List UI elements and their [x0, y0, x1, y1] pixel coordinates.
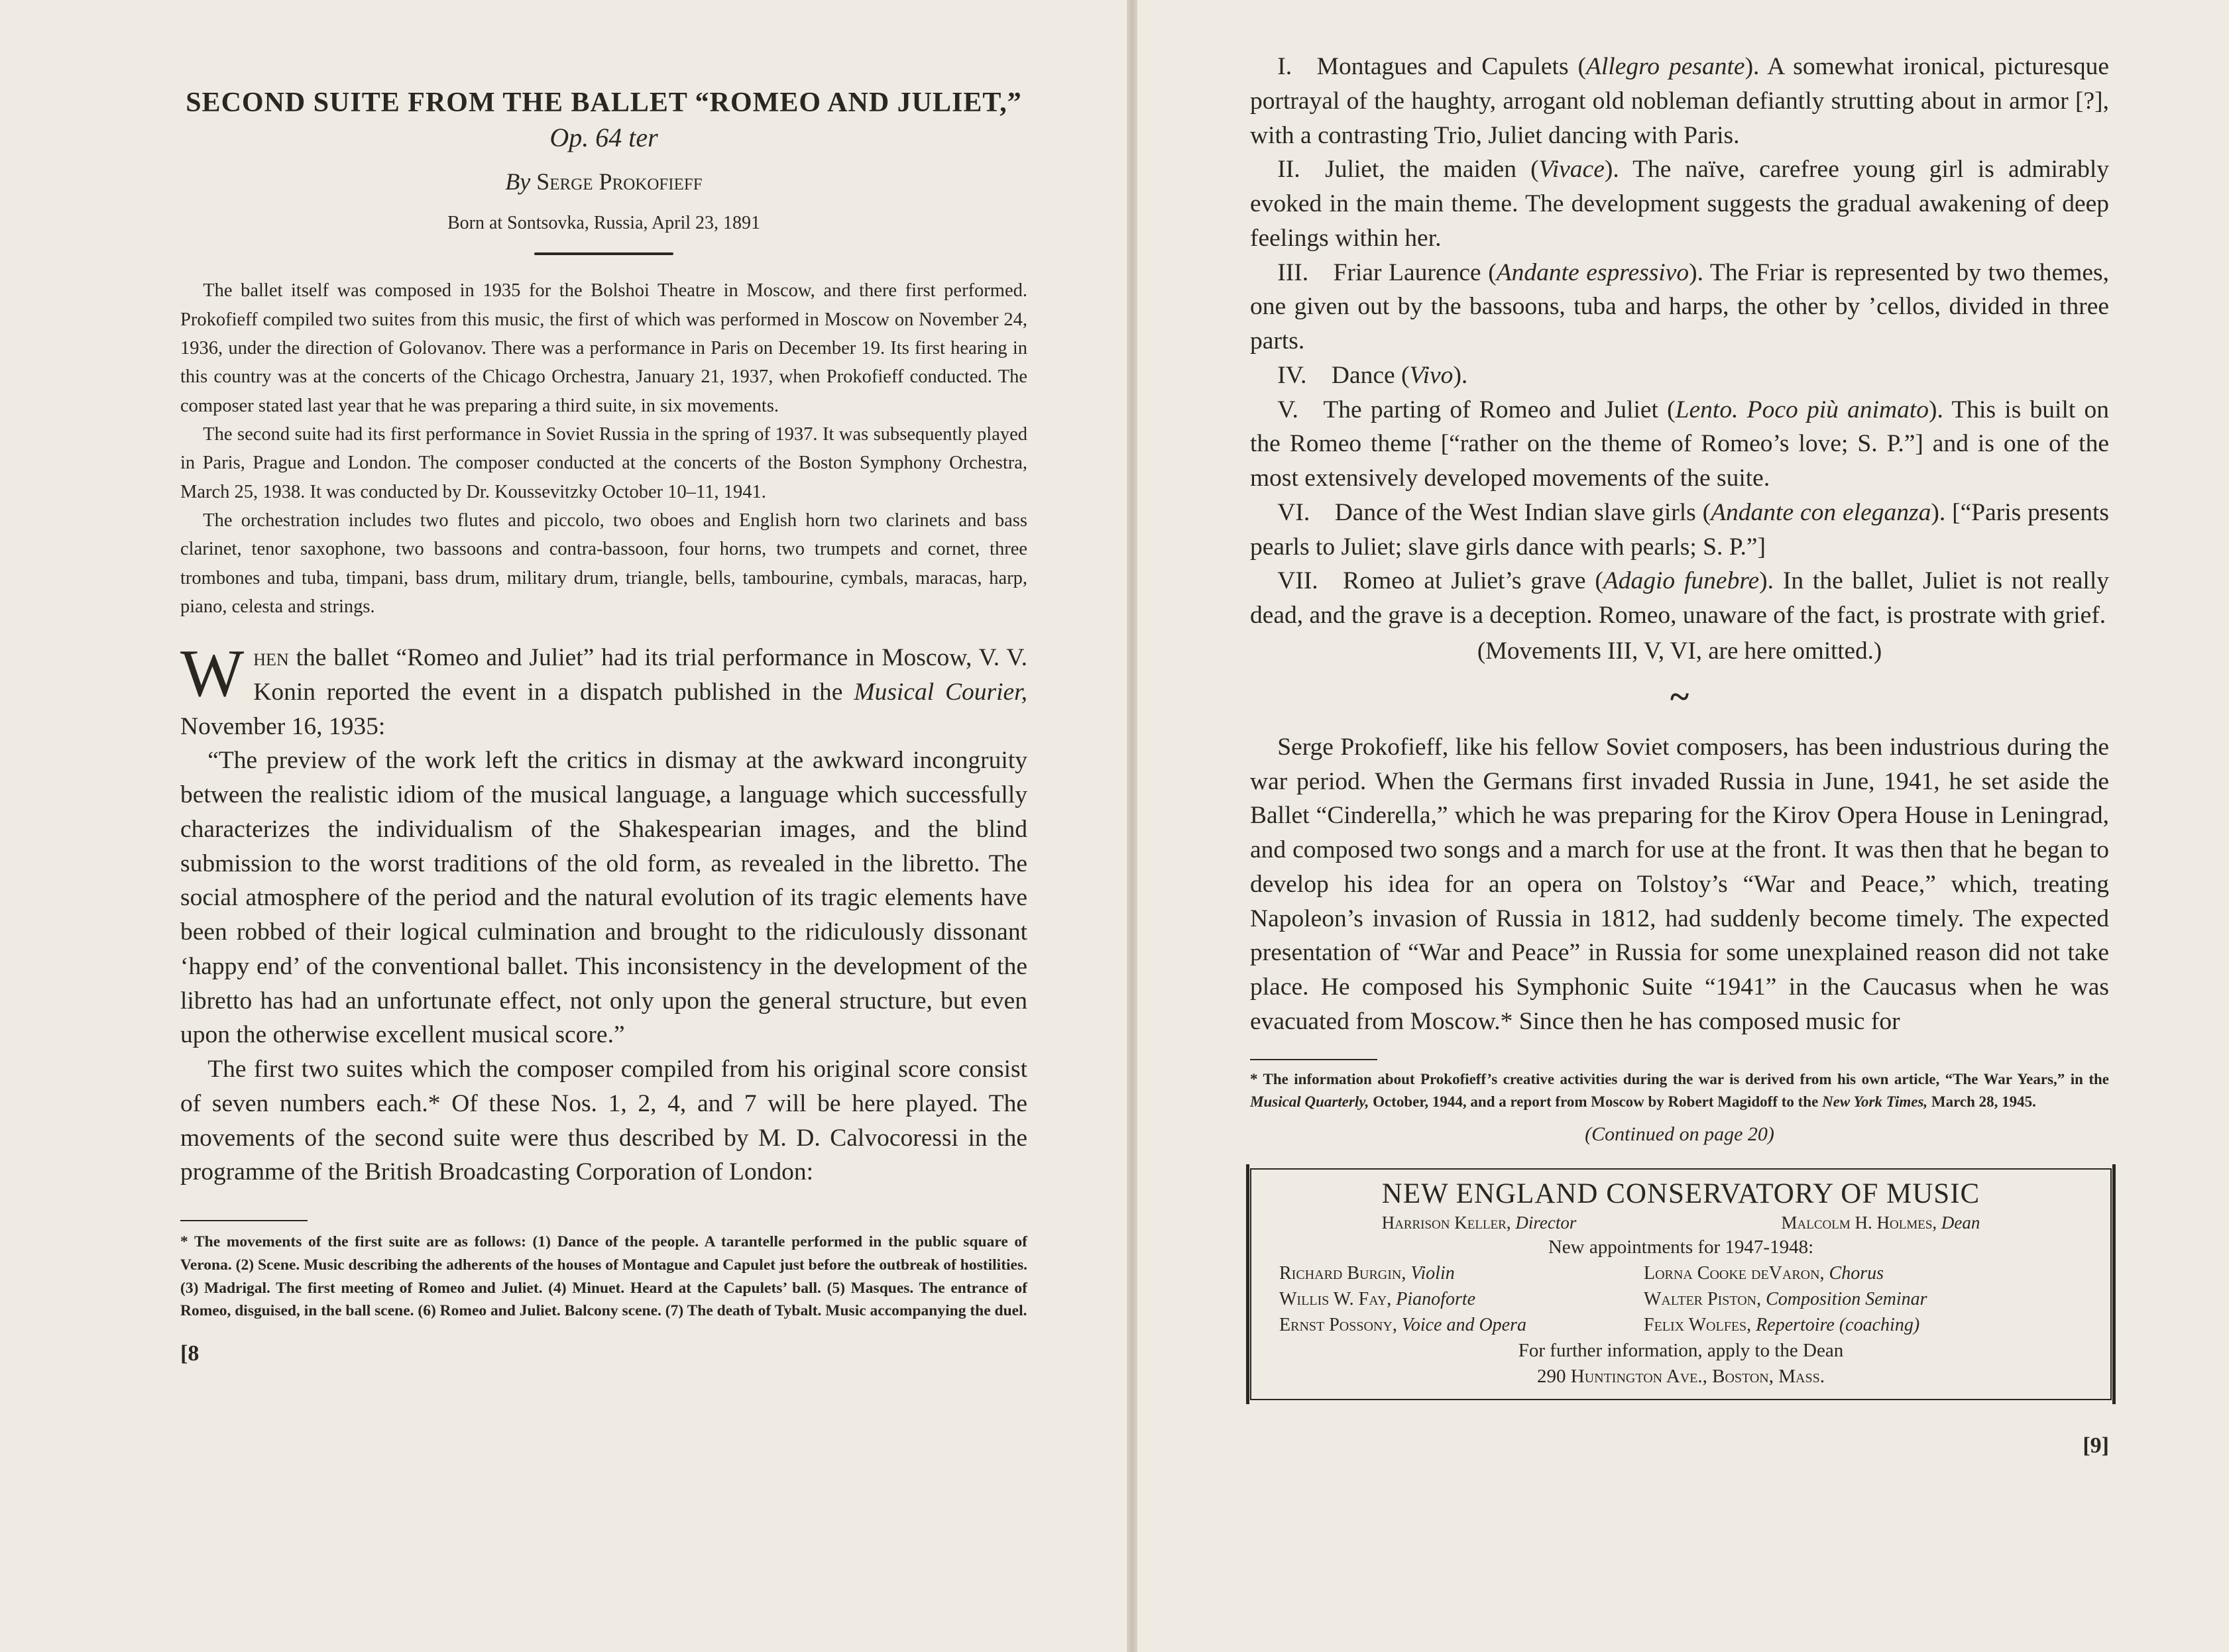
body-paragraph: “The preview of the work left the critics in dismay at the awkward incongruity between the realistic idiom of the musical language, a language which successfully characterizes the individualism of the Shakespearian images, and the blind submission to the worst traditions of the old form, as revealed in the libretto. The social atmosphere of the period and the natural evolution of its tragic elements have been robbed of their logical culmination and brought to the ridiculously dissonant ‘happy end’ of the conventional ballet. This inconsistency in the development of the libretto has had an unfortunate effect, not only upon the general structure, but even upon the otherwise excellent musical score.” — [180, 747, 1027, 1049]
first-word-rest: hen — [253, 644, 289, 672]
movement-description: ). The Friar is represented by two themes, one given out by the bassoons, tuba and harps, the other by ’cellos, divided in three parts. — [1250, 258, 2109, 355]
footnote-text: October, 1944, and a report from Moscow by Robert Magidoff to the — [1369, 1093, 1823, 1110]
faculty-role: Voice and Opera — [1401, 1315, 1527, 1336]
movement-description: ). The naïve, carefree young girl is admirably evoked in the main theme. The development suggests the gradual awakening of deep feelings within her. — [1250, 156, 2109, 252]
faculty-role: Violin — [1410, 1262, 1455, 1284]
ad-faculty-row — [1279, 1286, 2083, 1312]
faculty-name: Richard Burgin, — [1279, 1262, 1406, 1284]
omitted-note: (Movements III, V, VI, are here omitted.) — [1477, 637, 1882, 665]
movement-description: ). A somewhat ironical, picturesque portrayal of the haughty, arrogant old nobleman defiantly strutting about in armor [?], with a contrasting Trio, Juliet dancing with Paris. — [1250, 53, 2109, 149]
intro-paragraph: The orchestration includes two flutes and piccolo, two oboes and English horn two clarinets and bass clarinet, tenor saxophone, two bassoons and contra-bassoon, four horns, two trumpets and cornet, three trombones and tuba, timpani, bass drum, military drum, triangle, bells, tambourine, cymbals, maracas, harp, piano, celesta and strings. — [180, 510, 1027, 617]
movement-tempo: Andante con eleganza — [1711, 498, 1931, 526]
movement-description: ). — [1453, 361, 1468, 389]
dean-name: Malcolm H. Holmes, — [1781, 1212, 1937, 1233]
continued-note: (Continued on page 20) — [1585, 1123, 1774, 1145]
dean-role: Dean — [1941, 1212, 1980, 1233]
ad-address: 290 Huntington Ave., Boston, Mass. — [1537, 1366, 1825, 1388]
faculty-name: Walter Piston, — [1644, 1288, 1762, 1309]
movement-title: V. The parting of Romeo and Juliet ( — [1277, 396, 1676, 423]
movement-tempo: Vivo — [1409, 361, 1454, 389]
footnote-rule — [180, 1220, 308, 1221]
movement-title: II. Juliet, the maiden ( — [1277, 156, 1539, 184]
ad-faculty-row — [1279, 1312, 2083, 1338]
movement-title: VI. Dance of the West Indian slave girls ( — [1277, 498, 1711, 526]
movement-title: VII. Romeo at Juliet’s grave ( — [1277, 567, 1603, 595]
movement-title: IV. Dance ( — [1277, 361, 1410, 389]
director-role: Director — [1515, 1212, 1577, 1233]
movement-title: I. Montagues and Capulets ( — [1277, 53, 1586, 80]
director-name: Harrison Keller, — [1381, 1212, 1511, 1233]
intro-paragraph: The second suite had its first performance in Soviet Russia in the spring of 1937. It was subsequently played in Paris, Prague and London. The composer conducted at the concerts of the Boston Symphony Orchestra, March 25, 1938. It was conducted by Dr. Koussevitzky October 10–11, 1941. — [180, 423, 1027, 502]
faculty-name: Ernst Possony, — [1279, 1315, 1397, 1336]
movement-item — [1250, 496, 2109, 565]
ad-contact: For further information, apply to the Dean — [1518, 1340, 1844, 1362]
body-paragraph: The first two suites which the composer compiled from his original score consist of seven numbers each.* Of these Nos. 1, 2, 4, and 7 will be here played. The movements of the second suite were thus described by M. D. Calvocoressi in the programme of the British Broadcasting Corporation of London: — [180, 1056, 1027, 1186]
movement-description: ). [“Paris presents pearls to Juliet; slave girls dance with pearls; S. P.”] — [1250, 498, 2109, 561]
ad-faculty-row — [1279, 1260, 2083, 1286]
body-paragraph — [180, 636, 1027, 743]
composer-name: Serge Prokofieff — [536, 168, 703, 195]
movement-item — [1250, 564, 2109, 633]
movement-tempo: Allegro pesante — [1585, 53, 1745, 80]
intro-paragraph: The ballet itself was composed in 1935 for the Bolshoi Theatre in Moscow, and there first performed. Prokofieff compiled two suites from this music, the first of which was performed in Moscow on November 24, 1936, under the direction of Golovanov. There was a performance in Paris on December 19. Its first hearing in this country was at the concerts of the Chicago Orchestra, January 21, 1937, when Prokofieff conducted. The composer stated last year that he was preparing a third suite, in six movements. — [180, 280, 1027, 416]
footnote-journal: Musical Quarterly, — [1250, 1093, 1369, 1110]
opus-number: Op. 64 ter — [549, 123, 658, 153]
ad-dean — [1782, 1213, 1980, 1233]
faculty-role: Composition Seminar — [1766, 1288, 1927, 1309]
faculty-name: Felix Wolfes, — [1644, 1315, 1752, 1336]
ad-director — [1382, 1213, 1577, 1233]
ad-appointments: New appointments for 1947-1948: — [1548, 1236, 1814, 1258]
footnote: * The movements of the first suite are as follows: (1) Dance of the people. A tarantelle performed in the public square of Verona. (2) Scene. Music describing the adherents of the houses of Montague and Capulet just before the outbreak of hostilities. (3) Madrigal. The first meeting of Romeo and Juliet. (4) Minuet. Heard at the Capulets’ ball. (5) Masques. The entrance of Romeo, disguised, in the ball scene. (6) Romeo and Juliet. Balcony scene. (7) The death of Tybalt. Music accompanying the duel. — [180, 1233, 1027, 1320]
movement-tempo: Vivace — [1538, 156, 1605, 184]
movement-title: III. Friar Laurence ( — [1277, 258, 1497, 286]
movement-description: ). In the ballet, Juliet is not really dead, and the grave is a deception. Romeo, unaware of the fact, is prostrate with grief. — [1250, 567, 2110, 629]
faculty-entry — [1279, 1286, 1644, 1312]
section-ornament: ~ — [1670, 676, 1689, 716]
publication-title: Musical Courier, — [854, 678, 1027, 706]
movement-item — [1250, 393, 2109, 496]
footnote — [1250, 1068, 2109, 1114]
page-number: [8 — [180, 1341, 200, 1366]
body-text: November 16, 1935: — [180, 712, 386, 740]
conservatory-ad — [1250, 1168, 2112, 1401]
right-page — [1137, 0, 2229, 1652]
footnote-text: * The information about Prokofieff’s creative activities during the war is derived from his own article, “The War Years,” in the — [1250, 1070, 2109, 1087]
ad-title: NEW ENGLAND CONSERVATORY OF MUSIC — [1381, 1178, 1980, 1209]
ad-officers — [1279, 1213, 2083, 1233]
faculty-entry — [1279, 1312, 1644, 1338]
faculty-role: Repertoire (coaching) — [1756, 1315, 1920, 1336]
faculty-entry — [1644, 1312, 2083, 1338]
faculty-role: Chorus — [1829, 1262, 1884, 1284]
faculty-name: Lorna Cooke deVaron, — [1644, 1262, 1825, 1284]
byline — [180, 168, 1027, 195]
movement-tempo: Lento. Poco più animato — [1675, 396, 1929, 423]
faculty-role: Pianoforte — [1396, 1288, 1476, 1309]
article-title: SECOND SUITE FROM THE BALLET “ROMEO AND JULIET,” — [186, 87, 1022, 118]
footnote-text: March 28, 1945. — [1927, 1093, 2036, 1110]
page-number: [9] — [2083, 1433, 2109, 1459]
body-text: the ballet “Romeo and Juliet” had its trial performance in Moscow, V. V. Konin reported the event in a dispatch published in the — [253, 644, 1027, 706]
article-body — [180, 636, 1027, 1189]
movement-item — [1250, 50, 2109, 152]
faculty-entry — [1644, 1260, 2083, 1286]
faculty-entry — [1279, 1260, 1644, 1286]
intro-notes — [180, 276, 1027, 621]
movement-tempo: Andante espressivo — [1496, 258, 1689, 286]
footnote-rule — [1250, 1059, 1377, 1060]
essay-paragraph: Serge Prokofieff, like his fellow Soviet composers, has been industrious during the war period. When the Germans first invaded Russia in June, 1941, he set aside the Ballet “Cinderella,” which he was preparing for the Kirov Opera House in Leningrad, and composed two songs and a march for use at the front. It was then that he began to develop his idea for an opera on Tolstoy’s “War and Peace,” which, treating Napoleon’s invasion of Russia in 1812, had suddenly become timely. The expected presentation of “War and Peace” in Russia for some unexplained reason did not take place. He composed his Symphonic Suite “1941” in the Caucasus when he was evacuated from Moscow.* Since then he has composed music for — [1250, 733, 2109, 1035]
drop-cap: W — [180, 636, 245, 712]
movement-item — [1250, 358, 2109, 393]
byline-by: By — [505, 168, 531, 195]
movement-item — [1250, 152, 2109, 255]
movement-tempo: Adagio funebre — [1603, 567, 1760, 595]
book-gutter — [1127, 0, 1137, 1652]
movement-list — [1250, 50, 2109, 633]
movement-description: ). This is built on the Romeo theme [“rather on the theme of Romeo’s love; S. P.”] and is one of the most extensively developed movements of the suite. — [1250, 396, 2109, 492]
movement-item — [1250, 256, 2109, 358]
title-rule — [534, 252, 673, 255]
faculty-entry — [1644, 1286, 2083, 1312]
footnote-newspaper: New York Times, — [1822, 1093, 1928, 1110]
birth-info: Born at Sontsovka, Russia, April 23, 1891 — [447, 213, 761, 234]
faculty-name: Willis W. Fay, — [1279, 1288, 1392, 1309]
